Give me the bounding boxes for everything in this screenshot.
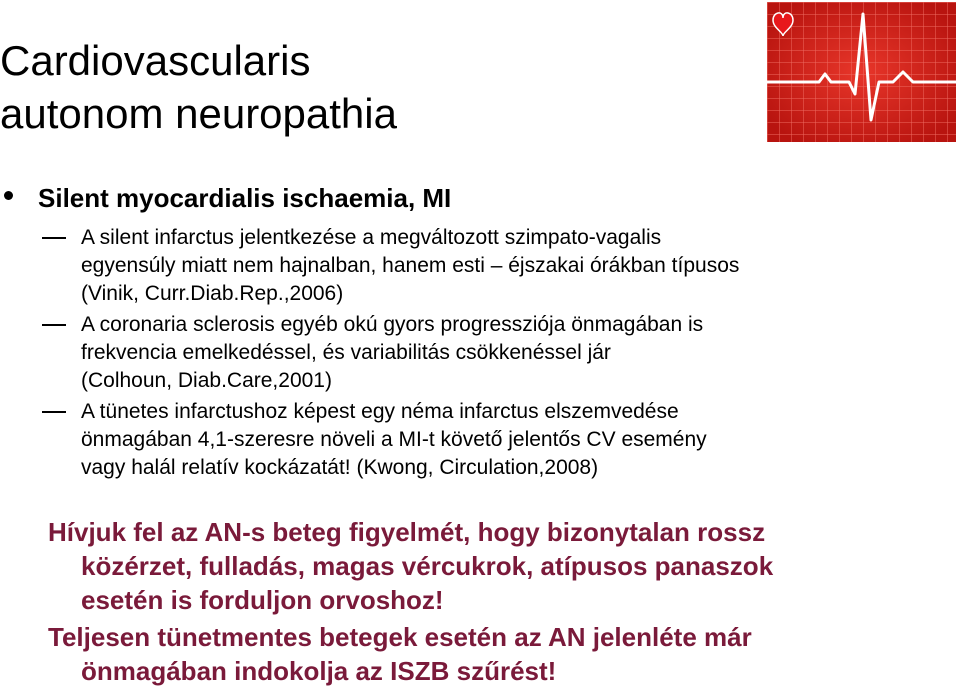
text-line: egyensúly miatt nem hajnalban, hanem esti – éjszakai órákban típusos <box>81 254 740 277</box>
text-line: frekvencia emelkedéssel, és variabilitás csökkenéssel jár <box>81 341 611 364</box>
sub-item-2 <box>0 311 920 395</box>
bullet-text: Silent myocardialis ischaemia, MI <box>38 183 452 213</box>
dash-icon <box>42 324 66 326</box>
callout-patient-advice <box>48 515 948 617</box>
text-line: önmagában 4,1-szeresre növeli a MI-t követő jelentős CV esemény <box>81 428 707 451</box>
bullet-silent-mi <box>0 180 900 216</box>
text-line: (Colhoun, Diab.Care,2001) <box>81 369 332 392</box>
ecg-heartbeat-image <box>767 2 956 142</box>
bullet-dot-icon <box>4 191 13 200</box>
callout-line: közérzet, fulladás, magas vércukrok, atípusos panaszok <box>81 551 774 581</box>
text-line: A tünetes infarctushoz képest egy néma infarctus elszemvedése <box>81 400 679 423</box>
text-line: vagy halál relatív kockázatát! (Kwong, Circulation,2008) <box>81 456 599 479</box>
callout-line: Hívjuk fel az AN-s beteg figyelmét, hogy bizonytalan rossz <box>48 517 766 547</box>
callout-line: esetén is forduljon orvoshoz! <box>81 585 444 615</box>
text-line: (Vinik, Curr.Diab.Rep.,2006) <box>81 282 344 305</box>
sub-item-1 <box>0 224 920 308</box>
callout-line: Teljesen tünetmentes betegek esetén az AN jelenléte már <box>48 622 752 652</box>
slide-title <box>0 34 700 140</box>
sub-item-text <box>81 398 861 482</box>
sub-item-text <box>81 311 861 395</box>
callout-line: önmagában indokolja az ISZB szűrést! <box>81 656 557 686</box>
title-line-1: Cardiovascularis <box>0 37 311 84</box>
text-line: A coronaria sclerosis egyéb okú gyors progressziója önmagában is <box>81 313 704 336</box>
title-line-2: autonom neuropathia <box>0 90 397 137</box>
sub-item-text <box>81 224 861 308</box>
text-line: A silent infarctus jelentkezése a megváltozott szimpato-vagalis <box>81 226 662 249</box>
callout-screening <box>48 620 948 688</box>
dash-icon <box>42 237 66 239</box>
dash-icon <box>42 411 66 413</box>
sub-item-3 <box>0 398 920 482</box>
